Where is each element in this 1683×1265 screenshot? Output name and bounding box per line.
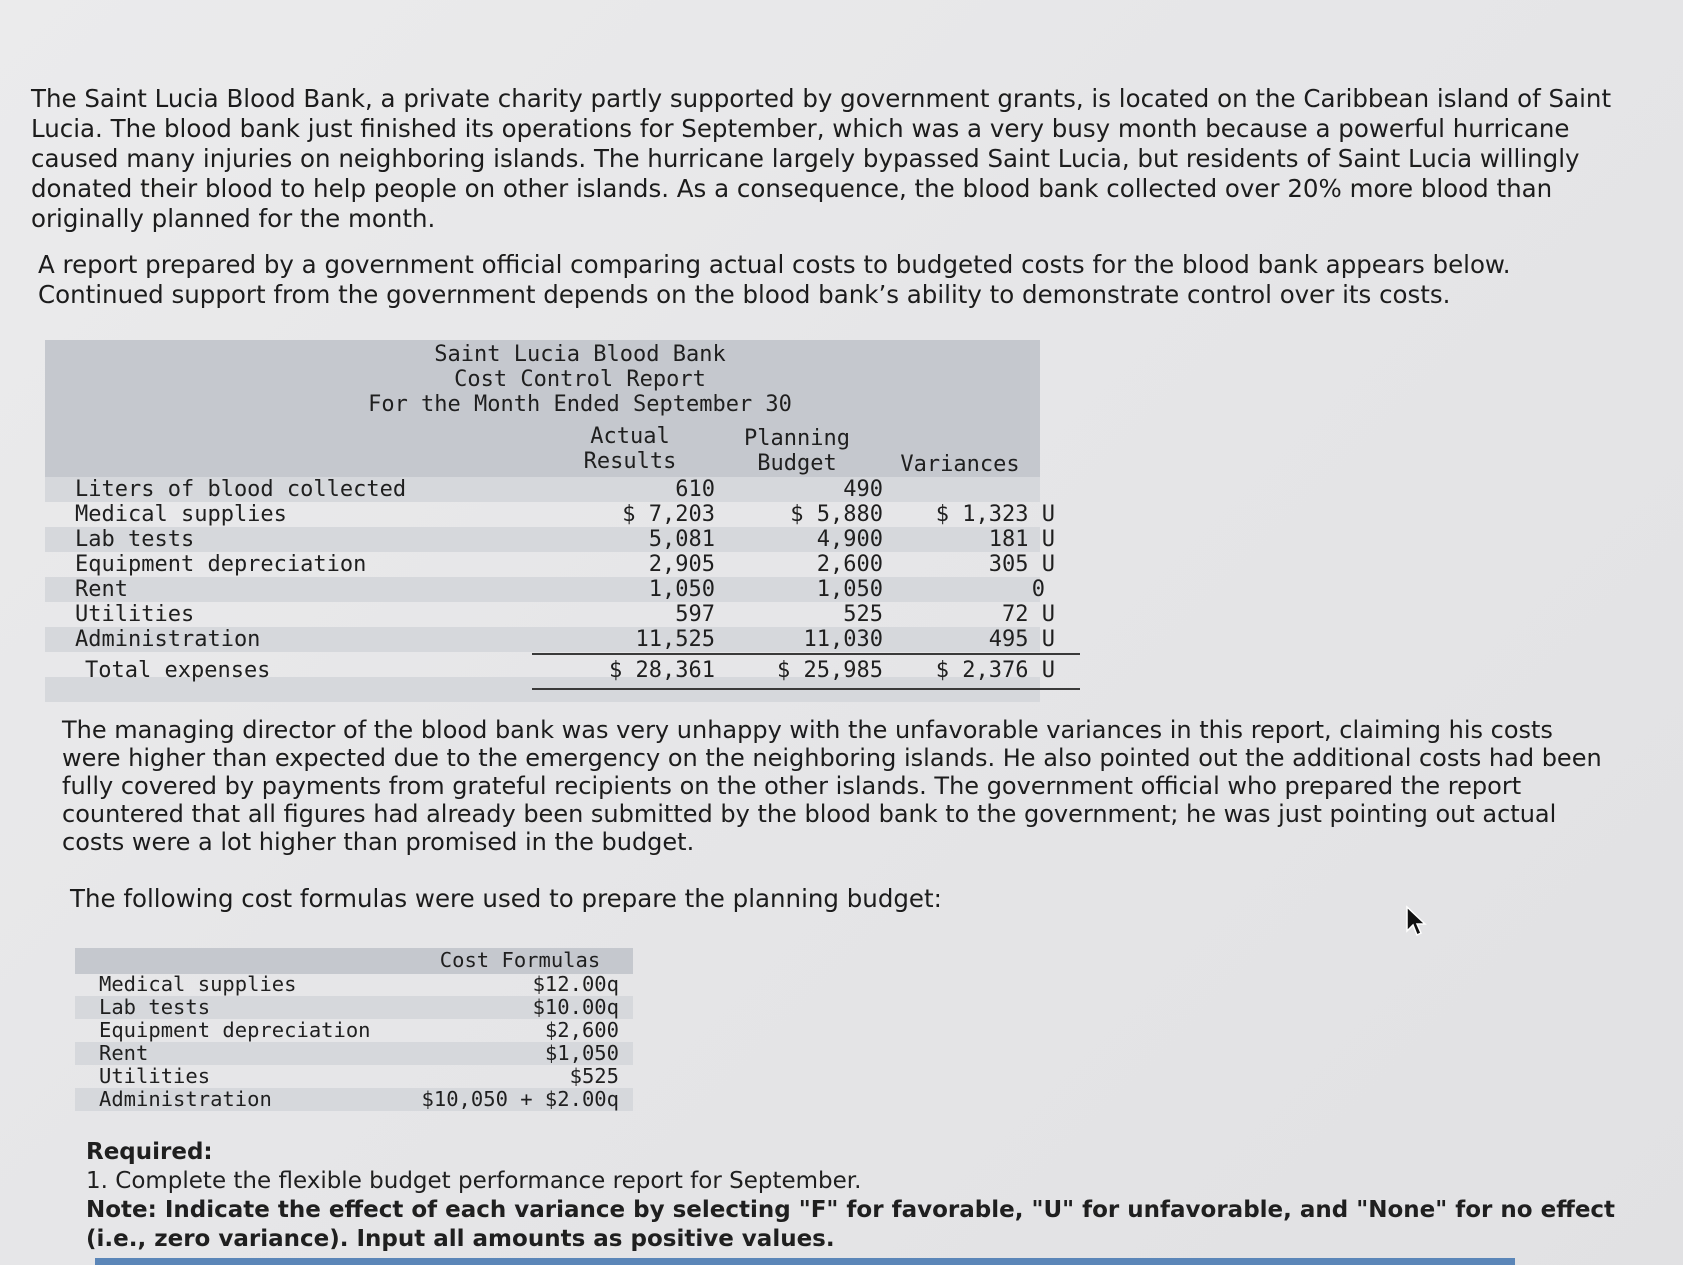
- cost-control-report-table: [45, 340, 1055, 700]
- variance-value: $ 1,323 U: [935, 502, 1055, 527]
- required-section: [86, 1138, 1626, 1254]
- report-period: For the Month Ended September 30: [368, 392, 792, 417]
- formula-label: Equipment depreciation: [99, 1018, 371, 1042]
- col-header-budget-line1: Planning: [744, 426, 850, 451]
- required-note: Note: Indicate the effect of each variance by selecting "F" for favorable, "U" for unfavorable, and "None" for no effect (i.e., zero variance). Input all amounts as positive values.: [86, 1197, 1616, 1252]
- report-title: Saint Lucia Blood Bank: [434, 342, 726, 367]
- formula-label: Medical supplies: [99, 972, 297, 996]
- col-header-actual-line1: Actual: [590, 424, 670, 449]
- budget-value: 1,050: [816, 577, 883, 602]
- managing-director-paragraph: The managing director of the blood bank was very unhappy with the unfavorable variances in this report, claiming his costs were higher than expected due to the emergency on the neighboring islands. He also pointed out the additional costs had been fully covered by payments from grateful recipients on the other islands. The government official who prepared the report countered that all figures had already been submitted by the blood bank to the government; he was just pointing out actual costs were a lot higher than promised in the budget.: [62, 716, 1602, 856]
- variance-total: $ 2,376 U: [935, 658, 1055, 683]
- row-label: Utilities: [75, 602, 195, 627]
- actual-value: 5,081: [648, 527, 715, 552]
- cost-formulas-intro: The following cost formulas were used to prepare the planning budget:: [70, 884, 942, 913]
- formula-label: Rent: [99, 1041, 149, 1065]
- budget-value: 4,900: [816, 527, 883, 552]
- budget-total: $ 25,985: [777, 658, 883, 683]
- actual-value: 597: [675, 602, 715, 627]
- actual-value: 1,050: [648, 577, 715, 602]
- report-subtitle: Cost Control Report: [454, 367, 706, 392]
- mouse-pointer-icon: [1405, 905, 1427, 937]
- budget-value: 525: [843, 602, 883, 627]
- budget-value: $ 5,880: [790, 502, 883, 527]
- row-label: Administration: [75, 627, 261, 652]
- budget-value: 490: [843, 477, 883, 502]
- row-label: Rent: [75, 577, 128, 602]
- col-header-actual-line2: Results: [583, 449, 677, 474]
- formula-label: Administration: [99, 1087, 272, 1111]
- col-header-budget-line2: Budget: [757, 451, 837, 476]
- formula-value: $525: [569, 1064, 619, 1088]
- required-heading: Required:: [86, 1139, 213, 1165]
- intro-paragraph-1: The Saint Lucia Blood Bank, a private charity partly supported by government grants, is located on the Caribbean island of Saint Lucia. The blood bank just finished its operations for September, which was a very busy month because a powerful hurricane caused many injuries on neighboring islands. The hurricane largely bypassed Saint Lucia, but residents of Saint Lucia willingly donated their blood to help people on other islands. As a consequence, the blood bank collected over 20% more blood than originally planned for the month.: [31, 84, 1612, 233]
- formula-label: Utilities: [99, 1064, 211, 1088]
- cost-formulas-table: [75, 948, 633, 1118]
- formula-value: $2,600: [544, 1018, 619, 1042]
- col-header-variances: Variances: [900, 452, 1020, 477]
- bottom-accent-bar: [95, 1258, 1515, 1265]
- actual-total: $ 28,361: [609, 658, 715, 683]
- total-rule: [532, 688, 1080, 690]
- formula-value: $10.00q: [532, 995, 619, 1019]
- variance-value: 495 U: [988, 627, 1055, 652]
- formula-label: Lab tests: [99, 995, 211, 1019]
- required-item-1: 1. Complete the flexible budget performance report for September.: [86, 1168, 862, 1194]
- intro-paragraph-2: A report prepared by a government official comparing actual costs to budgeted costs for the blood bank appears below. Continued support from the government depends on the blood bank’s ability to demonstrate control over its costs.: [38, 250, 1511, 309]
- subtotal-rule: [532, 653, 1080, 655]
- actual-value: $ 7,203: [622, 502, 715, 527]
- variance-value: 305 U: [988, 552, 1055, 577]
- row-label: Total expenses: [85, 658, 271, 683]
- formula-value: $1,050: [544, 1041, 619, 1065]
- actual-value: 11,525: [635, 627, 715, 652]
- row-label: Medical supplies: [75, 502, 287, 527]
- row-label: Equipment depreciation: [75, 552, 367, 577]
- budget-value: 2,600: [816, 552, 883, 577]
- row-label: Liters of blood collected: [75, 477, 407, 502]
- budget-value: 11,030: [803, 627, 883, 652]
- variance-value: 72 U: [1002, 602, 1055, 627]
- variance-value: 181 U: [988, 527, 1055, 552]
- formula-value: $12.00q: [532, 972, 619, 996]
- formula-value: $10,050 + $2.00q: [421, 1087, 619, 1111]
- actual-value: 610: [675, 477, 715, 502]
- actual-value: 2,905: [648, 552, 715, 577]
- variance-value: 0: [1031, 577, 1045, 602]
- row-label: Lab tests: [75, 527, 195, 552]
- formulas-header: Cost Formulas: [439, 948, 601, 972]
